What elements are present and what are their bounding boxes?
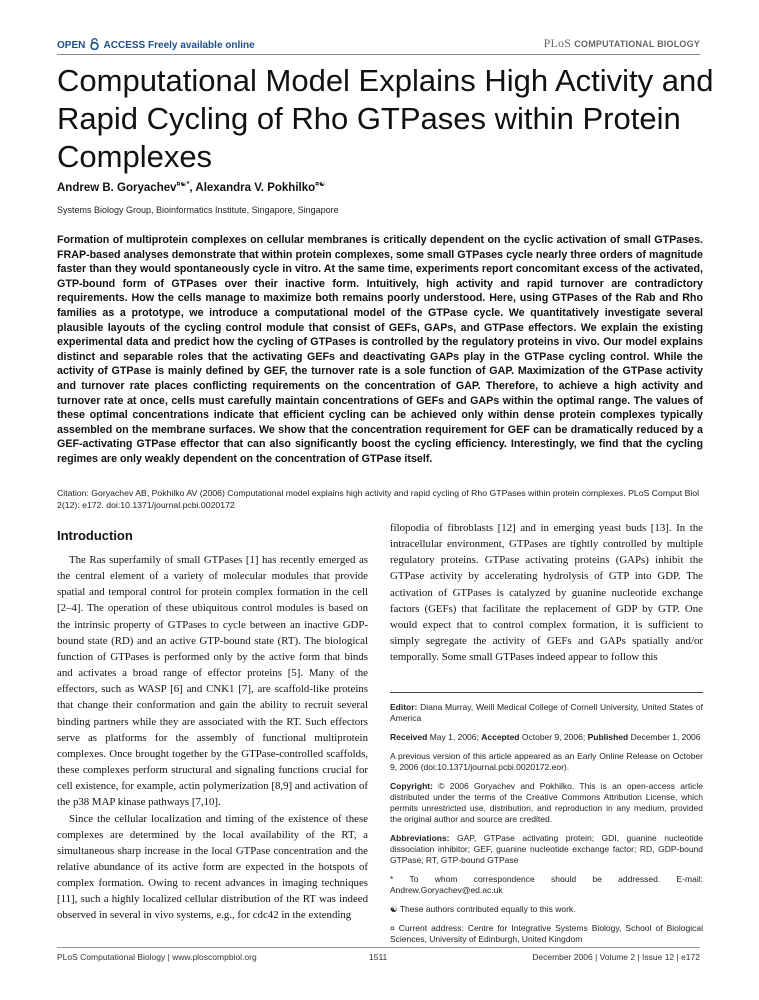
- current-address-note: ¤ Current address: Centre for Integrative Systems Biology, School of Biological Sciences, University of Edinburgh, United Kingdom: [390, 923, 703, 944]
- copyright-label: Copyright:: [390, 781, 433, 791]
- abbreviations-label: Abbreviations:: [390, 833, 450, 843]
- right-column: [390, 520, 703, 665]
- article-title: Computational Model Explains High Activity and Rapid Cycling of Rho GTPases within Protein Complexes: [57, 63, 714, 174]
- affiliation: Systems Biology Group, Bioinformatics Institute, Singapore, Singapore: [57, 205, 339, 215]
- publication-dates: [390, 732, 703, 743]
- author-separator: ,: [189, 181, 196, 194]
- received-date: May 1, 2006;: [429, 732, 479, 742]
- journal-brand-plos: PLoS: [543, 36, 572, 50]
- abstract: Formation of multiprotein complexes on cellular membranes is critically dependent on the cyclic activation of small GTPases. FRAP-based analyses demonstrate that within protein complexes, some small GTPases cycle nearly three orders of magnitude faster than they would spontaneously cycle in vitro. At the same time, experiments report concomitant excess of the activated, GTP-bound form of GTPases over their inactive form. Intuitively, high activity and rapid turnover are contradictory requirements. How the cells manage to maximize both remains poorly understood. Here, using GTPases of the Rab and Rho families as a prototype, we introduce a computational model of the GTPase cycle. We quantitatively investigate several plausible layouts of the cycling control module that consist of GEFs, GAPs, and GTPase effectors. We explain the existing experimental data and predict how the cycling of GTPases is controlled by the regulatory proteins in vivo. Our model explains distinct and separable roles that the activating GEFs and deactivating GAPs play in the GTPase cycling control. While the activity of GTPase is mainly defined by GEF, the turnover rate is a sole function of GAP. Maximization of the GTPase activity and turnover rate places conflicting requirements on the concentration of GAP. Therefore, to achieve a high activity and turnover rate at once, cells must carefully maintain concentrations of GEFs and GAPs within the optimal range. The values of these optimal concentrations indicate that efficient cycling can be achieved only within dense protein complexes typically assembled on the membrane surfaces. We show that the concentration requirement for GEF can be dramatically reduced by a GEF-activating GTPase effector that can also significantly boost the cycling efficiency. Interestingly, we find that the cycling regimes are only weakly dependent on the concentration of GTPase itself.: [57, 234, 703, 465]
- equal-contribution-note: ☯ These authors contributed equally to this work.: [390, 904, 576, 914]
- page-header: [57, 34, 700, 55]
- open-access-label-access: ACCESS: [103, 40, 146, 51]
- section-heading-introduction: Introduction: [57, 528, 133, 543]
- left-column: [57, 528, 368, 924]
- accepted-label: Accepted: [481, 732, 520, 742]
- author-marks: ¤☯: [315, 181, 326, 188]
- page-number: 1511: [369, 952, 388, 962]
- open-access-label-free: Freely available online: [148, 40, 255, 51]
- open-access-label-open: OPEN: [57, 40, 86, 51]
- editor-info: [390, 702, 703, 724]
- body-paragraph: Since the cellular localization and timing of the existence of these complexes are determined by the local availability of the RT, a simultaneous sharp increase in the local GTPase concentration and the relative abundance of its active form are expected in the hotspots of complex formation. Owing to recent advances in imaging techniques [11], such a highly localized cellular distribution of the RT was indeed observed in several in vivo systems, e.g., for cdc42 in the extending: [57, 812, 368, 922]
- citation: Citation: Goryachev AB, Pokhilko AV (2006) Computational model explains high activity and rapid cycling of Rho GTPases within protein complexes. PLoS Comput Biol 2(12): e172. doi:10.1371/journal.pcbi.0020172: [57, 488, 700, 510]
- open-access-badge: [57, 38, 255, 53]
- open-lock-icon: [90, 38, 99, 53]
- author-marks: ¤☯*: [176, 181, 190, 188]
- body-paragraph: The Ras superfamily of small GTPases [1] has recently emerged as the central element of a variety of molecular modules that provide spatial and temporal control for protein complex formation in the cell [2–4]. The operation of these ubiquitous control modules is based on the intrinsic property of GTPases to cycle between an inactive GDP-bound state (RD) and an active GTP-bound state (RT). The biological function of GTPases is performed only by the active form that binds and activates a broad range of effector proteins [5]. Many of the effectors, such as WASP [6] and CNK1 [7], are scaffold-like proteins that change their conformation and gain the ability to recruit several binding partners while they are associated with the RT. Such effectors serve as platforms for the assembly of functional multiprotein complexes. Once brought together by the GTPase-controlled scaffolds, these complexes perform structural and signaling functions crucial for cell existence, for example, actin polymerization [8,9] and activation of the p38 MAP kinase pathways [7,10].: [57, 554, 368, 809]
- article-metadata: [390, 692, 703, 953]
- page-footer: [57, 947, 700, 962]
- abbreviations-value: GAP, GTPase activating protein; GDI, guanine nucleotide dissociation inhibitor; GEF, guanine nucleotide exchange factor; RD, GDP-bound GTPase; RT, GTP-bound GTPase: [390, 833, 703, 865]
- published-label: Published: [587, 732, 629, 742]
- journal-brand-name: COMPUTATIONAL BIOLOGY: [574, 39, 700, 49]
- early-release-note: A previous version of this article appeared as an Early Online Release on October 9, 2006 (doi:10.1371/journal.pcbi.0020172.eor).: [390, 751, 703, 772]
- correspondence-note: * To whom correspondence should be addressed. E-mail: Andrew.Goryachev@ed.ac.uk: [390, 874, 703, 895]
- editor-value: Diana Murray, Weill Medical College of Cornell University, United States of America: [390, 702, 703, 723]
- copyright-info: [390, 781, 703, 825]
- author-name: Andrew B. Goryachev: [57, 181, 177, 194]
- published-date: December 1, 2006: [630, 732, 701, 742]
- journal-brand: [544, 36, 700, 51]
- footer-journal: PLoS Computational Biology | www.ploscompbiol.org: [57, 952, 257, 962]
- accepted-date: October 9, 2006;: [521, 732, 586, 742]
- footer-issue: December 2006 | Volume 2 | Issue 12 | e172: [532, 952, 700, 962]
- received-label: Received: [390, 732, 428, 742]
- copyright-value: © 2006 Goryachev and Pokhilko. This is an open-access article distributed under the terms of the Creative Commons Attribution License, which permits unrestricted use, distribution, and reproduction in any medium, provided the original author and source are credited.: [390, 781, 703, 824]
- author-list: [57, 180, 325, 194]
- author-name: Alexandra V. Pokhilko: [195, 181, 316, 194]
- abbreviations: [390, 833, 703, 866]
- body-paragraph: filopodia of fibroblasts [12] and in emerging yeast buds [13]. In the intracellular environment, GTPases are tightly controlled by multiple regulatory proteins. GTPase activating proteins (GAPs) inhibit the GTPase activity by accelerating hydrolysis of GTP into GDP. The activation of GTPases is catalyzed by guanine nucleotide exchange factors (GEFs) that facilitate the replacement of GDP by GTP. One would expect that to control complex formation, it is sufficient to simply segregate the activity of GEFs and GAPs spatially and/or temporally. Some small GTPases indeed appear to follow this: [390, 522, 703, 664]
- editor-label: Editor:: [390, 702, 418, 712]
